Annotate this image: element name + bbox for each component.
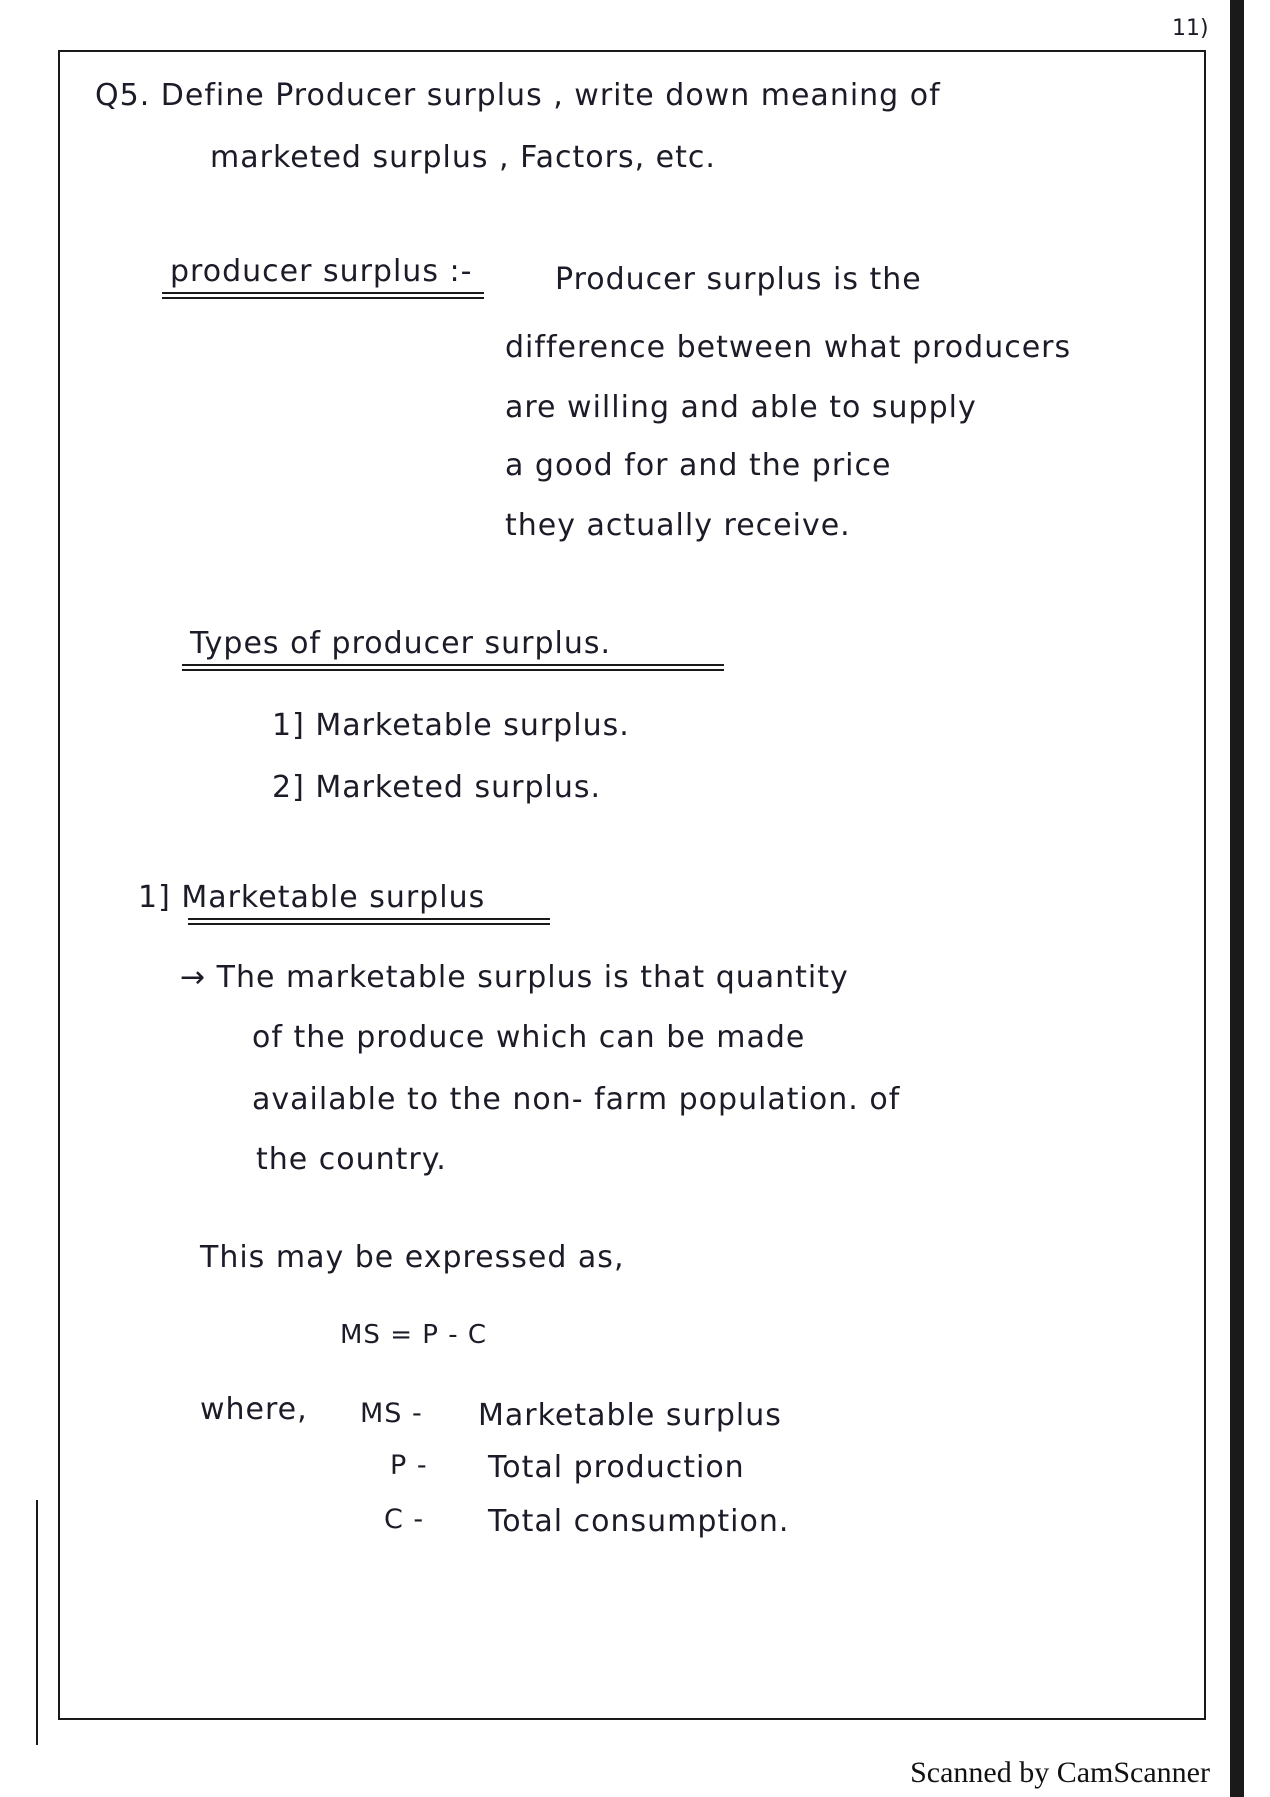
definition-line-3: are willing and able to supply [505, 390, 977, 425]
marketable-underline [188, 918, 550, 925]
expression-intro: This may be expressed as, [200, 1240, 625, 1275]
types-underline [182, 664, 724, 671]
definition-line-2: difference between what producers [505, 330, 1072, 365]
type-item-1: 1] Marketable surplus. [272, 708, 630, 743]
legend-symbol-ms: MS - [360, 1398, 423, 1429]
formula: MS = P - C [340, 1320, 487, 1350]
types-heading: Types of producer surplus. [190, 626, 612, 661]
legend-desc-p: Total production [488, 1450, 745, 1485]
definition-line-5: they actually receive. [505, 508, 851, 543]
question-line-2: marketed surplus , Factors, etc. [210, 140, 716, 175]
page-number: 11) [1172, 16, 1209, 41]
marketable-heading: 1] Marketable surplus [138, 880, 486, 915]
scanner-watermark: Scanned by CamScanner [910, 1756, 1210, 1789]
question-line-1: Q5. Define Producer surplus , write down meaning of [95, 78, 941, 113]
type-item-2: 2] Marketed surplus. [272, 770, 602, 805]
marketable-text-4: the country. [256, 1142, 447, 1177]
heading-underline [162, 292, 484, 299]
legend-desc-c: Total consumption. [488, 1504, 790, 1539]
definition-line-4: a good for and the price [505, 448, 892, 483]
scan-edge [1230, 0, 1244, 1797]
margin-line [36, 1500, 38, 1745]
legend-symbol-p: P - [390, 1450, 428, 1481]
producer-surplus-heading: producer surplus :- [170, 254, 473, 289]
definition-line-1: Producer surplus is the [555, 262, 922, 297]
where-label: where, [200, 1392, 308, 1427]
legend-symbol-c: C - [384, 1504, 425, 1535]
marketable-text-2: of the produce which can be made [252, 1020, 806, 1055]
marketable-text-1: → The marketable surplus is that quantity [180, 960, 849, 995]
legend-desc-ms: Marketable surplus [478, 1398, 782, 1433]
marketable-text-3: available to the non- farm population. of [252, 1082, 901, 1117]
